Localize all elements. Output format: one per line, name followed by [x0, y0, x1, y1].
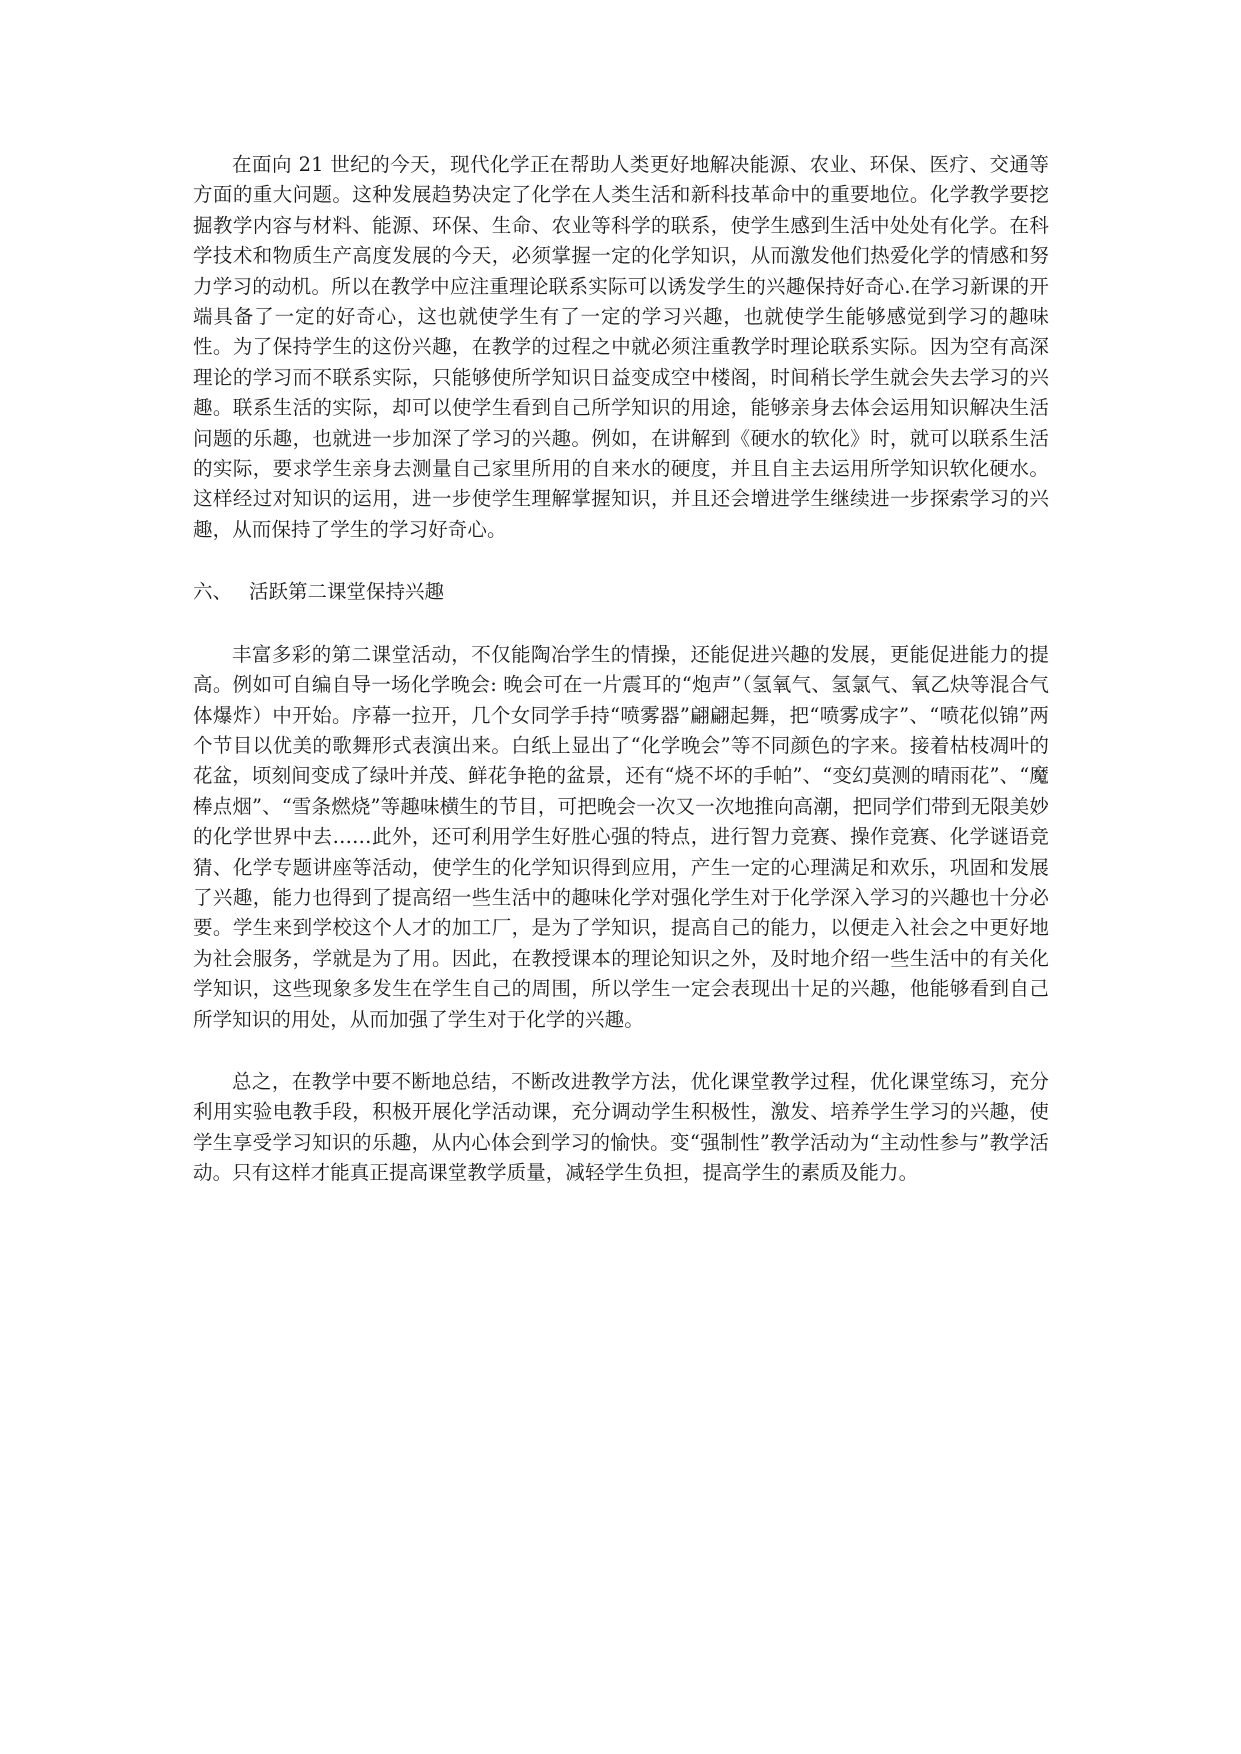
- paragraph-second-classroom: 丰富多彩的第二课堂活动，不仅能陶冶学生的情操，还能促进兴趣的发展，更能促进能力的提高。例如可自编自导一场化学晚会: 晚会可在一片震耳的“炮声”（氢氧气、氢氯气、氧乙炔等混合气体爆炸）中开始。序幕一拉开，几个女同学手持“喷雾器”翩翩起舞，把“喷雾成字”、“喷花似锦”两个节目以优美的歌舞形式表演出来。白纸上显出了“化学晚会”等不同颜色的字来。接着枯枝凋叶的花盆，顷刻间变成了绿叶并茂、鲜花争艳的盆景，还有“烧不坏的手帕”、“变幻莫测的晴雨花”、“魔棒点烟”、“雪条燃烧”等趣味横生的节目，可把晚会一次又一次地推向高潮，把同学们带到无限美妙的化学世界中去……此外，还可利用学生好胜心强的特点，进行智力竞赛、操作竞赛、化学谜语竞猜、化学专题讲座等活动，使学生的化学知识得到应用，产生一定的心理满足和欢乐，巩固和发展了兴趣，能力也得到了提高绍一些生活中的趣味化学对强化学生对于化学深入学习的兴趣也十分必要。学生来到学校这个人才的加工厂，是为了学知识，提高自己的能力，以便走入社会之中更好地为社会服务，学就是为了用。因此，在教授课本的理论知识之外，及时地介绍一些生活中的有关化学知识，这些现象多发生在学生自己的周围，所以学生一定会表现出十足的兴趣，他能够看到自己所学知识的用处，从而加强了学生对于化学的兴趣。: [193, 642, 1049, 1031]
- paragraph-theory-practice: 在面向 21 世纪的今天，现代化学正在帮助人类更好地解决能源、农业、环保、医疗、交通等方面的重大问题。这种发展趋势决定了化学在人类生活和新科技革命中的重要地位。化学教学要挖掘教学内容与材料、能源、环保、生命、农业等科学的联系，使学生感到生活中处处有化学。在科学技术和物质生产高度发展的今天，必须掌握一定的化学知识，从而激发他们热爱化学的情感和努力学习的动机。所以在教学中应注重理论联系实际可以诱发学生的兴趣保持好奇心.在学习新课的开端具备了一定的好奇心，这也就使学生有了一定的学习兴趣，也就使学生能够感觉到学习的趣味性。为了保持学生的这份兴趣，在教学的过程之中就必须注重教学时理论联系实际。因为空有高深理论的学习而不联系实际，只能够使所学知识日益变成空中楼阁，时间稍长学生就会失去学习的兴趣。联系生活的实际，却可以使学生看到自己所学知识的用途，能够亲身去体会运用知识解决生活问题的乐趣，也就进一步加深了学习的兴趣。例如，在讲解到《硬水的软化》时，就可以联系生活的实际，要求学生亲身去测量自己家里所用的自来水的硬度，并且自主去运用所学知识软化硬水。这样经过对知识的运用，进一步使学生理解掌握知识，并且还会增进学生继续进一步探索学习的兴趣，从而保持了学生的学习好奇心。: [193, 153, 1049, 541]
- paragraph-conclusion: 总之，在教学中要不断地总结，不断改进教学方法，优化课堂教学过程，优化课堂练习，充分利用实验电教手段，积极开展化学活动课，充分调动学生积极性，激发、培养学生学习的兴趣，使学生享受学习知识的乐趣，从内心体会到学习的愉快。变“强制性”教学活动为“主动性参与”教学活动。只有这样才能真正提高课堂教学质量，减轻学生负担，提高学生的素质及能力。: [193, 1069, 1049, 1185]
- paragraph-spacer: [193, 1035, 1049, 1067]
- section-heading: [193, 577, 1049, 607]
- document-body: [193, 150, 1049, 1189]
- section-title: 活跃第二课堂保持兴趣: [249, 580, 445, 604]
- paragraph-spacer: [193, 545, 1049, 577]
- section-number: 六、: [193, 580, 233, 604]
- paragraph-spacer: [193, 608, 1049, 640]
